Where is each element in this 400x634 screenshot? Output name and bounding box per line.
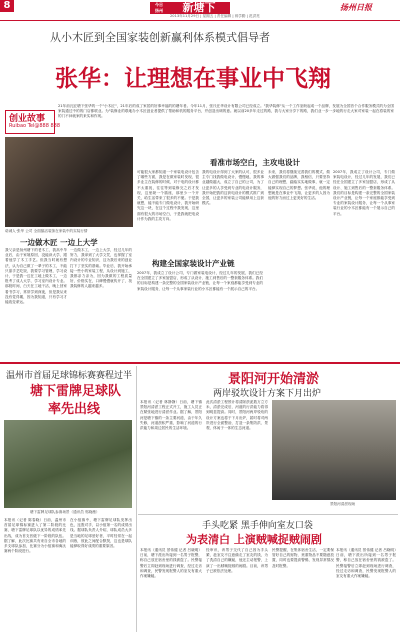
feature-col-1: 我父亲是扬州塘下的老木工，我高中毕业后，由于家境原因，没能读大学，跟着他学了木工手艺。但我当时就有想法，认为自己做了一辈子的木工，不能只靠手艺吃饭，我要学习管理，学习设计，于是我一边在工地上做木工，一边报考了成人大学，学习室内设计专业。那段时间，白天在工地干活，晚上回家看书学习，常常学到深夜，但是我从来没有觉得累，因为我知道，只有学习才能改变命运。	[5, 248, 67, 305]
feature-col-7: 2007年，我成立了设计公司，专门做家装电设计，经过几年的发展，我们已经在全国建立了多家加盟店，形成了从设计、施工到售后的一整套服务体系。我们的目标是构建一条完整的全国家装设计产业链，让每一个家庭都能享受到专业的家装设计服务，让每一个从事家装行业的小木匠都能有一个展示自己的平台。	[333, 170, 395, 216]
feature-subhead-2: 看准市场空白，主攻电设计	[210, 158, 300, 167]
theft-col-2: 经审讯，该男子交代了自己因为手头紧，趁室友不注意偷走了室友的钱，为了洗清自己的嫌疑，他还主动报警，上演了一出贼喊捉贼的闹剧。目前，该男子已被依法处理。	[206, 548, 268, 573]
river-caption: 景阳河清淤现场	[330, 502, 356, 506]
feature-col-5: 2007年，我成立了设计公司，专门做家装电设计，经过几年的发展，我们已经在全国建立了多家加盟店，形成了从设计、施工到售后的一整套服务体系。我们的目标是构建一条完整的全国家装设计产业链，让每一个家庭都能享受到专业的家装设计服务，让每一个从事家装行业的小木匠都能有一个展示自己的平台。	[137, 271, 263, 291]
feature-intro: 21年前瓦匠塘下张华的一个"小木匠"，21年后的成了家居的好事幸福的的塘年者。今年11月，张氏在华设计有限公司已经成立。"我华装修"从一个工作室般起成一个品牌，发展为全国首个合作服务模式的为全国家装通过中的的门店都联业。为"装修业的联地办小木匠创业者提供了帮助和机的服务平台，并创造出调的意。就以前20多年走过的路，我与大家分享下的路，我们业一步一步地的行走大家对家装一起在将装的家的门不问就家的来实和作现。	[58, 104, 394, 119]
section-divider	[0, 362, 400, 364]
feature-subhead-1: 一边做木匠 一边上大学	[20, 238, 98, 247]
theft-col-3: 民警提醒，在集体宿舍生活，一定要保管好自己的财物，贵重物品不要随意放置，同时也要提高警惕，发现异常情况及时报警。	[272, 548, 334, 568]
football-headline-2: 率先出线	[48, 402, 101, 417]
story-divider	[138, 514, 398, 515]
theft-col-1: 本报讯（通讯员 蔡伟健 记者 吕晓明）日前，塘下派出所接到一名男子报警，称自己放在宿舍里的钱被盗了。民警接警后立即赶到现场进行调查，经过走访和调查，民警发现报警人的室友有重大作案嫌疑。	[140, 548, 202, 579]
portrait-caption: 诺诚人·张华 公司 全面搞活装饰在家装中的实装行情	[5, 229, 88, 233]
section-logo	[150, 2, 168, 14]
feature-col-3: 可能很大家都知道一个家装电设计包含了哪些方面，我是在做家装时发现，很多业主在装修的时候，对于电的设计都不太重视，往往等到装修完之后才发现，这里缺一个插座，那里少一个开关，给生活带来了很多的不便。于是我就想，能不能专门做电设计，我开始研究这一块，在这个过程中我发现，这里面有很大的市场空白，于是我就把电设计作为我的主攻方向。	[137, 170, 199, 221]
river-subheadline: 两岸驳坎设计方案下月出炉	[213, 389, 322, 399]
logo-bottom-text: 扬州	[155, 8, 163, 13]
feature-kicker: 从小木匠到全国家装创新赢利体系模式倡导者	[50, 31, 270, 44]
football-col-1: 本报讯（记者 陈春晓）日前，温州市首届足球锦标赛进入了第二阶段的比赛，塘下雷牌足球队以优异的成绩率先出线，成为首支晋级下一阶段的队伍。据了解，此次比赛共有来自全市各地的多支球队参加，比赛分为小组赛和淘汰赛两个阶段进行。	[4, 518, 66, 554]
column-divider	[136, 366, 137, 632]
football-caption: 塘下雷牌足球队参赛场景（通讯员 郭晓薇）	[30, 510, 100, 514]
section-title: 新塘下	[168, 2, 230, 14]
football-kicker: 温州市首届足球锦标赛赛程过半	[6, 371, 133, 381]
river-col-1: 本报讯（记者 林静静）日前，塘下镇景阳河清淤工程正式开工，施工人员正在紧张地进行清淤作业。据了解，景阳河是塘下镇的一条主要河道，由于年久失修，河道淤积严重，影响了河道的行洪能力和周边居民的生活环境。	[140, 400, 202, 431]
football-photo	[4, 420, 132, 508]
feature-subhead-3: 构建全国家装设计产业链	[152, 259, 235, 268]
column-tag-english	[9, 123, 60, 129]
feature-col-2: 一边做木工，一边上大学，经过几年的努力，我拿到了大学文凭，也掌握了室内设计的专业知识，这为我后来的创业打下了坚实的基础。毕业后，我开始承接一些小的家装工程，从设计到施工，我都亲力亲为，因为我做的工程质量好，价格实在，口碑慢慢就传开了，找我装修的人越来越多。	[70, 248, 132, 289]
football-col-2: 在小组赛中，塘下雷牌足球队发挥出色，连胜对手，以小组第一名的成绩出线。据球队负责人介绍，球队成员大多是当地的足球爱好者，平时经常在一起训练，彼此之间配合默契，这也是球队能够取得好成绩的重要原因。	[70, 518, 132, 549]
portrait-photo	[5, 137, 133, 227]
logo-top-text: 今日	[155, 2, 163, 7]
river-col-2: 此次清淤工程预计将清除淤泥数万立方米，清淤完成后，河道的行洪能力将得到明显提高。同时，景阳河两岸驳坎的设计方案也将于下月出炉，届时将对两岸进行全面整治，打造一条集防洪、景观、休闲于一体的生态河道。	[206, 400, 268, 431]
column-tag-en: Ruibao	[9, 123, 27, 129]
issue-meta: 2013年11月29日 | 星期五 | 责任编辑 | 蒋学勤 | 范洪亮	[170, 14, 260, 18]
theft-kicker: 手头吃紧 黑手伸向室友口袋	[202, 521, 313, 531]
river-photo	[272, 400, 396, 500]
newspaper-brand: 扬州日报	[340, 3, 372, 12]
theft-headline: 为表清白 上演贼喊捉贼闹剧	[186, 533, 322, 546]
page-number: 8	[0, 0, 14, 12]
theft-col-4: 本报讯（通讯员 蔡伟健 记者 吕晓明）日前，塘下派出所接到一名男子报警，称自己放在宿舍里的钱被盗了。民警接警后立即赶到现场进行调查，经过走访和调查，民警发现报警人的室友有重大作案嫌疑。	[336, 548, 396, 579]
feature-headline: 张华：让理想在事业中飞翔	[55, 66, 331, 92]
river-headline: 景阳河开始清淤	[228, 372, 320, 387]
feature-col-6: 未来，我们将继续完善我们的模式，做大做强我们的品牌，我相信，只要坚持自己的理想，踏踏实实地做事，就一定能够实现自己的梦想。张华说，他的理想就是在事业中飞翔，让更多的人因为他的努力而过上更美好的生活。	[268, 170, 330, 201]
football-headline: 塘下雷牌足球队	[30, 384, 122, 399]
column-tag-label: 创业故事	[9, 114, 46, 124]
header-rule	[0, 20, 400, 21]
feature-col-4: 我的电设计得到了大家的认可，很多业主专门找我做电设计，慢慢地，我的事业越做越大，成立了自己的公司，为了让更多的人享受到专业的电设计服务，我开始把我的这套电设计的模式推广到全国，让更多的家装公司能够用上这套模式。	[202, 170, 264, 206]
column-tag-tel: Tel@888 888	[27, 123, 61, 129]
